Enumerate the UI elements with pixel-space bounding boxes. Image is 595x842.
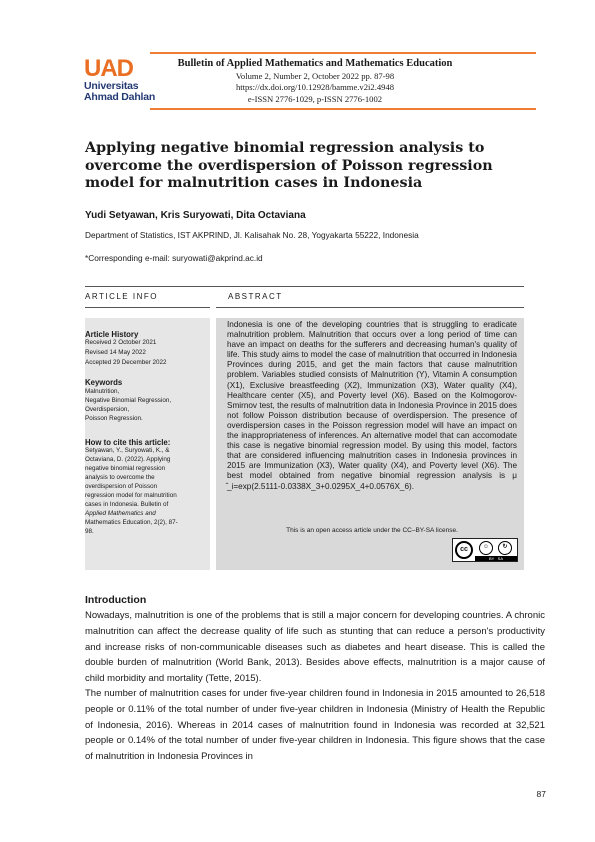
cc-icon: cc — [455, 541, 473, 559]
corresponding-email: *Corresponding e-mail: suryowati@akprind.ac.id — [85, 253, 263, 263]
journal-issn: e-ISSN 2776-1029, p-ISSN 2776-1002 — [247, 94, 383, 104]
cite-line: overdispersion of Poisson — [85, 483, 158, 490]
revised-date: Revised 14 May 2022 — [85, 349, 146, 356]
share-alike-icon: ↻ — [498, 541, 512, 555]
university-logo-line1: Universitas — [84, 80, 139, 92]
abstract-text: Indonesia is one of the developing countries that is struggling to eradicate malnutrition problem. Malnutrition that occurs over a long period of time can have an impact on deaths for the sufferers and decreasing human's quality of life. This study aims to model the case of malnutrition that occurred in Indonesia Provinces during 2015, and get the main factors that cause malnutrition problem. Variables studied consists of Malnutrition (Y), Vitamin A consumption (X1), Exclusive breastfeeding (X2), Immunization (X3), Water quality (X4), Healthcare center (X5), and Poverty level (X6). Based on the Kolmogorov-Smirnov test, the results of malnutrition data in Indonesia Province in 2015 does not follow Poisson distribution because of overdispersion. The presence of overdispersion cases in the Poisson regression model will have an impact on the inappropriateness of inferences. An alternative model that can accomodate this case is negative binomial regression model. By using this model, factors that are considered influencing malnutrition cases in Indonesia provinces in 2015 are Immunization (X3), Water quality (X4), and Poverty level (X6). The best model obtained from negative binomial regression analysis is μ ̂_i=exp(2.5111-0.0338X_3+0.0295X_4+0.0576X_6). — [227, 320, 517, 491]
university-logo-mark: UAD — [84, 55, 133, 82]
keyword-item: Malnutrition, — [85, 388, 120, 395]
journal-volume: Volume 2, Number 2, October 2022 pp. 87-98 — [235, 71, 395, 81]
cc-badge-strip: BY SA — [475, 556, 517, 561]
header-rule-bottom — [150, 108, 536, 110]
keywords-heading: Keywords — [85, 378, 123, 387]
cite-line: Applied Mathematics and — [85, 510, 156, 517]
article-title: Applying negative binomial regression analysis to overcome the overdispersion of Poisson regression model for malnutrition cases in Indonesia — [85, 140, 493, 191]
cite-line: regression model for malnutrition — [85, 492, 177, 499]
intro-paragraph-1: Nowadays, malnutrition is one of the problems that is still a major concern for developing countries. A chronic malnutrition can affect the decrease quality of life such as stunting that can reduce a person's productivity and increase risks of non-communicable diseases such as diabetes and heart disease. This is called the double burden of malnutrition (World Bank, 2013). Besides above effects, malnutrition is a major cause of child morbidity and mortality (Tette, 2015). — [85, 610, 545, 685]
accepted-date: Accepted 29 December 2022 — [85, 359, 167, 366]
abstract-label: ABSTRACT — [228, 292, 283, 301]
article-info-label: ARTICLE INFO — [85, 292, 158, 301]
keyword-item: Poisson Regression. — [85, 415, 143, 422]
cc-by-sa-badge[interactable] — [452, 538, 518, 562]
cite-line: cases in Indonesia. Bulletin of — [85, 501, 169, 508]
university-logo-line2: Ahmad Dahlan — [84, 91, 156, 103]
header-rule-top — [150, 52, 536, 54]
cite-line: analysis to overcome the — [85, 474, 155, 481]
cite-line: Setyawan, Y., Suryowati, K., & — [85, 447, 170, 454]
cite-heading: How to cite this article: — [85, 438, 171, 447]
cite-line: Octaviana, D. (2022). Applying — [85, 456, 171, 463]
author-affiliation: Department of Statistics, IST AKPRIND, Jl. Kalisahak No. 28, Yogyakarta 55222, Indonesia — [85, 230, 419, 240]
article-info-rule — [85, 307, 210, 308]
section-rule-top — [85, 286, 524, 287]
history-heading: Article History — [85, 330, 139, 339]
page-number: 87 — [536, 789, 546, 799]
cite-line: negative binomial regression — [85, 465, 166, 472]
cite-line: 98. — [85, 528, 94, 535]
by-person-icon: ☺ — [479, 541, 493, 555]
article-authors: Yudi Setyawan, Kris Suryowati, Dita Octaviana — [85, 210, 306, 221]
keyword-item: Overdispersion, — [85, 406, 130, 413]
journal-title: Bulletin of Applied Mathematics and Mathematics Education — [177, 58, 453, 69]
license-text: This is an open access article under the CC–BY-SA license. — [286, 527, 458, 534]
abstract-rule — [216, 307, 524, 308]
keyword-item: Negative Binomial Regression, — [85, 397, 172, 404]
intro-paragraph-2: The number of malnutrition cases for under five-year children found in Indonesia in 2015 amounted to 26,518 people or 0.11% of the total number of under five-year children in Indonesia (Ministry of Health the Republic of Indonesia, 2016). Whereas in 2014 cases of malnutrition found in Indonesia was recorded at 32,521 people or 0.14% of the total number of under five-year children in Indonesia. This figure shows that the case of malnutrition in Indonesia Provinces in — [85, 688, 545, 763]
journal-doi[interactable]: https://dx.doi.org/10.12928/bamme.v2i2.4948 — [235, 82, 395, 92]
cite-line: Mathematics Education, 2(2), 87- — [85, 519, 178, 526]
intro-heading: Introduction — [85, 594, 147, 606]
received-date: Received 2 October 2021 — [85, 339, 157, 346]
